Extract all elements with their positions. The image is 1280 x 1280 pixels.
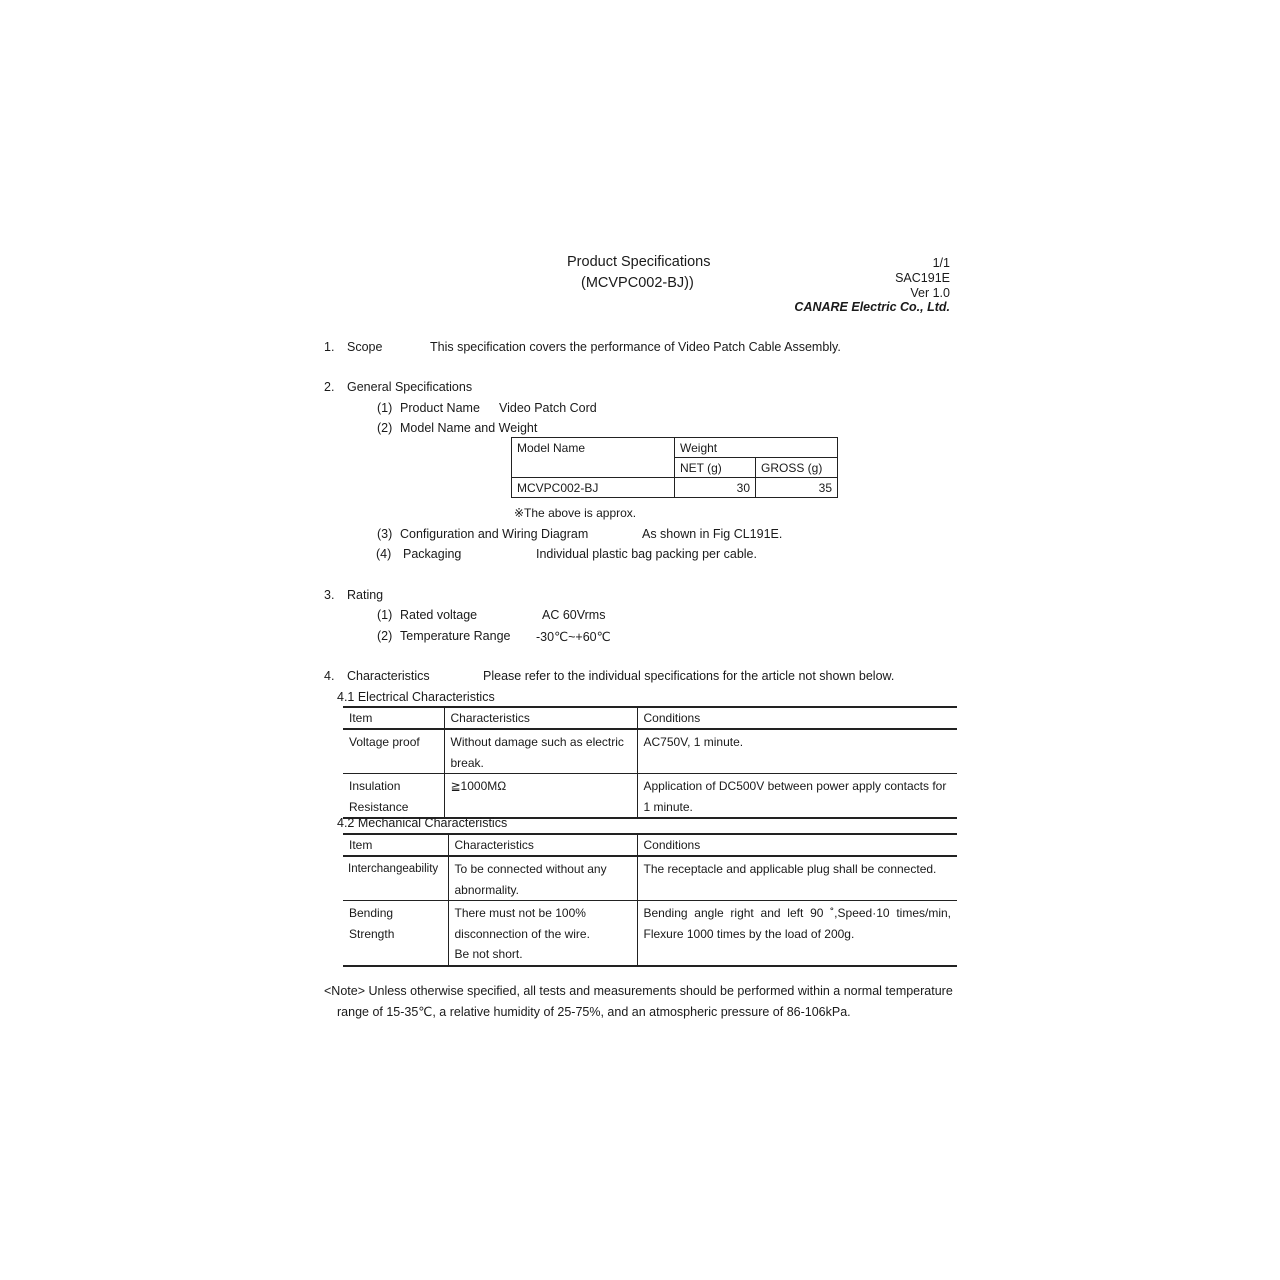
weight-table-header-weight: Weight (675, 438, 838, 458)
mechanical-header-item: Item (343, 834, 448, 856)
temperature-num: (2) (377, 629, 393, 643)
mechanical-header-characteristics: Characteristics (448, 834, 637, 856)
characteristics-heading: Characteristics (347, 669, 430, 683)
mechanical-row2-characteristics-line1: There must not be 100% disconnection of the wire. (454, 906, 590, 941)
version-label: Ver 1.0 (910, 286, 950, 300)
voltage-num: (1) (377, 608, 393, 622)
config-value: As shown in Fig CL191E. (642, 527, 783, 541)
config-label: Configuration and Wiring Diagram (400, 527, 589, 541)
approx-note: ※The above is approx. (514, 506, 637, 520)
product-name-num: (1) (377, 401, 393, 415)
mechanical-header-conditions: Conditions (637, 834, 957, 856)
packaging-num: (4) (376, 547, 392, 561)
electrical-header-characteristics: Characteristics (444, 707, 637, 729)
packaging-label: Packaging (403, 547, 462, 561)
voltage-label: Rated voltage (400, 608, 478, 622)
weight-table-gross: 35 (756, 478, 838, 498)
electrical-row2-conditions: Application of DC500V between power apply contacts for 1 minute. (637, 774, 957, 819)
rating-heading: Rating (347, 588, 384, 602)
table-row (343, 856, 957, 901)
company-name: CANARE Electric Co., Ltd. (794, 300, 950, 314)
scope-heading: Scope (347, 340, 383, 354)
weight-table-header-model: Model Name (512, 438, 675, 478)
scope-text: This specification covers the performance of Video Patch Cable Assembly. (430, 340, 841, 354)
voltage-value: AC 60Vrms (542, 608, 606, 622)
temperature-label: Temperature Range (400, 629, 511, 643)
mechanical-row2-characteristics-line2: Be not short. (454, 947, 523, 961)
characteristics-number: 4. (324, 669, 335, 683)
mechanical-title: 4.2 Mechanical Characteristics (337, 816, 508, 830)
electrical-row2-characteristics: ≧1000MΩ (444, 774, 637, 819)
model-subtitle: (MCVPC002-BJ)) (581, 275, 694, 291)
model-weight-label: Model Name and Weight (400, 421, 538, 435)
general-heading: General Specifications (347, 380, 473, 394)
electrical-table (343, 706, 957, 819)
electrical-row1-characteristics: Without damage such as electric break. (444, 729, 637, 774)
general-number: 2. (324, 380, 335, 394)
model-weight-num: (2) (377, 421, 393, 435)
footer-note-line2: range of 15-35℃, a relative humidity of 25-75%, and an atmospheric pressure of 86-106kPa. (337, 1005, 851, 1019)
scope-number: 1. (324, 340, 335, 354)
weight-table-model: MCVPC002-BJ (512, 478, 675, 498)
electrical-header-conditions: Conditions (637, 707, 957, 729)
mechanical-row1-conditions: The receptacle and applicable plug shall be connected. (637, 856, 957, 901)
electrical-row1-item: Voltage proof (343, 729, 444, 774)
table-row (343, 729, 957, 774)
rating-number: 3. (324, 588, 335, 602)
weight-table (511, 437, 838, 498)
electrical-header-item: Item (343, 707, 444, 729)
electrical-row1-conditions: AC750V, 1 minute. (637, 729, 957, 774)
footer-note-line1: <Note> Unless otherwise specified, all tests and measurements should be performed within a normal temperature (324, 984, 953, 998)
weight-table-header-gross: GROSS (g) (756, 458, 838, 478)
mechanical-row2-conditions: Bending angle right and left 90 ˚,Speed·10 times/min, Flexure 1000 times by the load of 200g. (637, 901, 957, 966)
weight-table-net: 30 (675, 478, 756, 498)
mechanical-row1-characteristics: To be connected without any abnormality. (448, 856, 637, 901)
table-row (343, 774, 957, 819)
page-number: 1/1 (932, 256, 950, 270)
product-name-value: Video Patch Cord (499, 401, 597, 415)
characteristics-note: Please refer to the individual specifications for the article not shown below. (483, 669, 895, 683)
packaging-value: Individual plastic bag packing per cable. (536, 547, 757, 561)
mechanical-row2-item: Bending Strength (349, 906, 395, 941)
document-number: SAC191E (895, 271, 950, 285)
weight-table-header-net: NET (g) (675, 458, 756, 478)
product-name-label: Product Name (400, 401, 480, 415)
table-row (512, 478, 838, 498)
mechanical-row1-item: Interchangeability (343, 856, 448, 901)
electrical-row2-item: Insulation Resistance (349, 779, 409, 814)
table-row (343, 901, 957, 966)
mechanical-table (343, 833, 957, 967)
mechanical-row2-characteristics (448, 901, 637, 966)
config-num: (3) (377, 527, 393, 541)
temperature-value: -30℃~+60℃ (536, 630, 611, 644)
electrical-title: 4.1 Electrical Characteristics (337, 690, 495, 704)
document-title: Product Specifications (567, 254, 711, 270)
